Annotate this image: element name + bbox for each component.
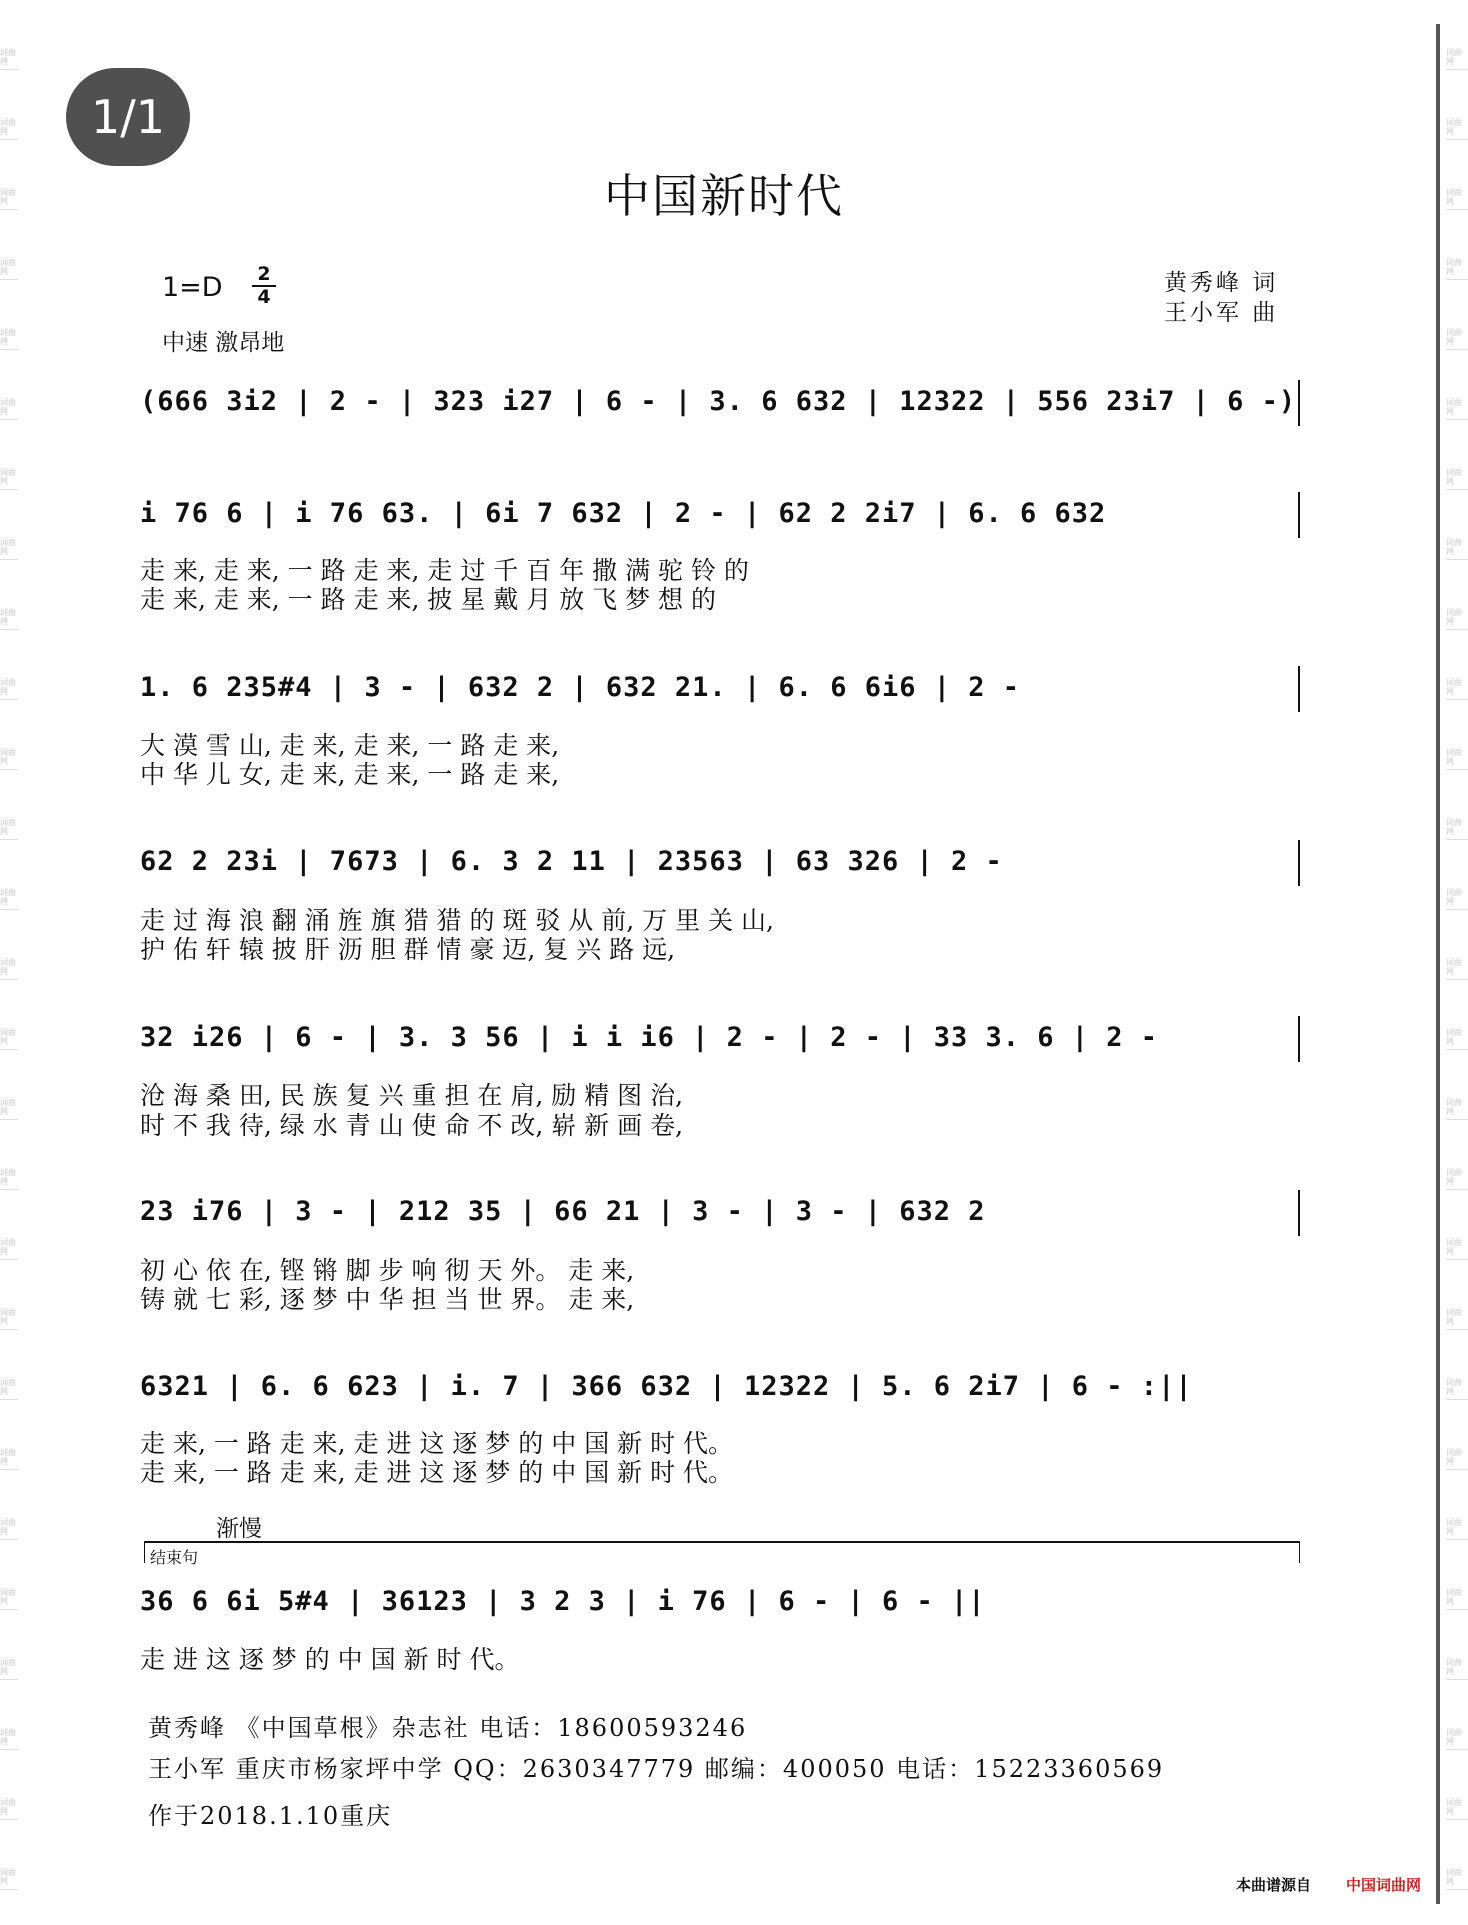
watermark-mark: 词曲网 bbox=[0, 140, 18, 210]
barline bbox=[1298, 492, 1300, 538]
watermark-mark: 词曲网 bbox=[0, 770, 18, 840]
barline bbox=[1298, 1016, 1300, 1062]
watermark-strip-left bbox=[0, 0, 18, 1925]
watermark-mark: 词曲网 bbox=[0, 1750, 18, 1820]
watermark-mark: 词曲网 bbox=[0, 1820, 18, 1890]
watermark-mark: 词曲网 bbox=[1446, 1540, 1468, 1610]
lyric-line-ending: 走 进 这 逐 梦 的 中 国 新 时 代。 bbox=[140, 1645, 520, 1674]
key-signature: 1=D bbox=[162, 272, 223, 303]
watermark-mark: 词曲网 bbox=[0, 1260, 18, 1330]
watermark-mark: 词曲网 bbox=[0, 700, 18, 770]
watermark-strip-right bbox=[1446, 0, 1468, 1925]
watermark-mark: 词曲网 bbox=[0, 1680, 18, 1750]
watermark-mark: 词曲网 bbox=[1446, 140, 1468, 210]
watermark-mark: 词曲网 bbox=[0, 1470, 18, 1540]
lyric-line-verse2: 走 来, 一 路 走 来, 走 进 这 逐 梦 的 中 国 新 时 代。 bbox=[140, 1458, 734, 1487]
notation-text: i 76 6 | i 76 63. | 6i 7 632 | 2 - | 62 2 2i7 | 6. 6 632 bbox=[140, 498, 1107, 529]
watermark-mark: 词曲网 bbox=[1446, 1820, 1468, 1890]
watermark-mark: 词曲网 bbox=[0, 1190, 18, 1260]
watermark-mark: 词曲网 bbox=[0, 0, 18, 70]
watermark-mark: 词曲网 bbox=[1446, 560, 1468, 630]
lyric-line-verse1: 沧 海 桑 田, 民 族 复 兴 重 担 在 肩, 励 精 图 治, bbox=[140, 1081, 684, 1110]
footer-site-link[interactable]: 中国词曲网 bbox=[1346, 1876, 1422, 1894]
watermark-mark: 词曲网 bbox=[1446, 210, 1468, 280]
notation-text: (666 3i2 | 2 - | 323 i27 | 6 - | 3. 6 632 | 12322 | 556 23i7 | 6 -) bbox=[140, 386, 1297, 417]
barline bbox=[1298, 840, 1300, 886]
watermark-mark: 词曲网 bbox=[0, 1050, 18, 1120]
watermark-mark: 词曲网 bbox=[0, 490, 18, 560]
notation-row-5 bbox=[140, 1022, 1300, 1072]
watermark-mark: 词曲网 bbox=[0, 1610, 18, 1680]
watermark-mark: 词曲网 bbox=[1446, 1260, 1468, 1330]
notation-row-4 bbox=[140, 846, 1300, 896]
watermark-mark: 词曲网 bbox=[0, 630, 18, 700]
info-line-composer: 王小军 重庆市杨家坪中学 QQ：2630347779 邮编：400050 电话：15223360569 bbox=[148, 1755, 1165, 1783]
notation-text: 62 2 23i | 7673 | 6. 3 2 11 | 23563 | 63 326 | 2 - bbox=[140, 846, 1003, 877]
watermark-mark: 词曲网 bbox=[1446, 1050, 1468, 1120]
watermark-mark: 词曲网 bbox=[1446, 1120, 1468, 1190]
notation-row-6 bbox=[140, 1196, 1300, 1246]
info-line-date: 作于2018.1.10重庆 bbox=[148, 1802, 393, 1830]
watermark-mark: 词曲网 bbox=[0, 1540, 18, 1610]
watermark-mark: 词曲网 bbox=[1446, 1610, 1468, 1680]
watermark-mark: 词曲网 bbox=[1446, 910, 1468, 980]
notation-text: 32 i26 | 6 - | 3. 3 56 | i i i6 | 2 - | 2 - | 33 3. 6 | 2 - bbox=[140, 1022, 1159, 1053]
watermark-mark: 词曲网 bbox=[1446, 420, 1468, 490]
composer-credit: 王小军 曲 bbox=[1164, 300, 1279, 326]
lyric-line-verse2: 中 华 儿 女, 走 来, 走 来, 一 路 走 来, bbox=[140, 760, 560, 789]
lyric-line-verse2: 时 不 我 待, 绿 水 青 山 使 命 不 改, 崭 新 画 卷, bbox=[140, 1111, 684, 1140]
lyric-line-verse2: 护 佑 轩 辕 披 肝 沥 胆 群 情 豪 迈, 复 兴 路 远, bbox=[140, 935, 676, 964]
watermark-mark: 词曲网 bbox=[1446, 0, 1468, 70]
lyric-line-verse1: 走 来, 一 路 走 来, 走 进 这 逐 梦 的 中 国 新 时 代。 bbox=[140, 1429, 734, 1458]
watermark-mark: 词曲网 bbox=[1446, 350, 1468, 420]
watermark-mark: 词曲网 bbox=[0, 420, 18, 490]
score-title: 中国新时代 bbox=[604, 169, 844, 223]
lyric-line-verse1: 走 来, 走 来, 一 路 走 来, 走 过 千 百 年 撒 满 驼 铃 的 bbox=[140, 556, 749, 585]
watermark-mark: 词曲网 bbox=[0, 1400, 18, 1470]
notation-row-2 bbox=[140, 498, 1300, 548]
notation-text: 23 i76 | 3 - | 212 35 | 66 21 | 3 - | 3 - | 632 2 bbox=[140, 1196, 986, 1227]
watermark-mark: 词曲网 bbox=[1446, 840, 1468, 910]
lyric-line-verse2: 铸 就 七 彩, 逐 梦 中 华 担 当 世 界。 走 来, bbox=[140, 1285, 635, 1314]
watermark-mark: 词曲网 bbox=[1446, 630, 1468, 700]
page-indicator-badge[interactable]: 1/1 bbox=[66, 68, 190, 166]
time-signature-top: 2 bbox=[252, 264, 276, 287]
tempo-marking: 中速 激昂地 bbox=[162, 330, 285, 356]
notation-text: 6321 | 6. 6 623 | i. 7 | 366 632 | 12322 | 5. 6 2i7 | 6 - :|| bbox=[140, 1371, 1193, 1402]
watermark-mark: 词曲网 bbox=[0, 980, 18, 1050]
barline bbox=[1298, 666, 1300, 712]
watermark-mark: 词曲网 bbox=[1446, 280, 1468, 350]
watermark-mark: 词曲网 bbox=[1446, 1750, 1468, 1820]
lyricist-credit: 黄秀峰 词 bbox=[1164, 270, 1279, 296]
watermark-mark: 词曲网 bbox=[1446, 70, 1468, 140]
watermark-mark: 词曲网 bbox=[1446, 1470, 1468, 1540]
watermark-mark: 词曲网 bbox=[1446, 980, 1468, 1050]
watermark-mark: 词曲网 bbox=[1446, 1400, 1468, 1470]
watermark-mark: 词曲网 bbox=[1446, 1330, 1468, 1400]
watermark-mark: 词曲网 bbox=[1446, 1680, 1468, 1750]
watermark-mark: 词曲网 bbox=[0, 70, 18, 140]
footer-source-label: 本曲谱源自 bbox=[1236, 1876, 1312, 1894]
watermark-mark: 词曲网 bbox=[0, 840, 18, 910]
notation-row-intro bbox=[140, 386, 1300, 436]
barline bbox=[1298, 1190, 1300, 1236]
ending-bracket bbox=[144, 1541, 1300, 1563]
notation-row-3 bbox=[140, 672, 1300, 722]
info-line-lyricist: 黄秀峰 《中国草根》杂志社 电话：18600593246 bbox=[148, 1714, 748, 1742]
watermark-mark: 词曲网 bbox=[1446, 700, 1468, 770]
watermark-mark: 词曲网 bbox=[1446, 770, 1468, 840]
watermark-mark: 词曲网 bbox=[0, 1120, 18, 1190]
watermark-mark: 词曲网 bbox=[0, 910, 18, 980]
barline bbox=[1298, 380, 1300, 426]
watermark-mark: 词曲网 bbox=[1446, 490, 1468, 560]
watermark-mark: 词曲网 bbox=[0, 1330, 18, 1400]
watermark-mark: 词曲网 bbox=[0, 560, 18, 630]
page-edge-rule bbox=[1436, 24, 1440, 1904]
notation-row-7 bbox=[140, 1371, 1300, 1421]
gradual-marking: 渐慢 bbox=[216, 1516, 262, 1542]
notation-text: 36 6 6i 5#4 | 36123 | 3 2 3 | i 76 | 6 - | 6 - || bbox=[140, 1586, 986, 1617]
ending-label: 结束句 bbox=[150, 1548, 199, 1567]
watermark-mark: 词曲网 bbox=[0, 210, 18, 280]
watermark-mark: 词曲网 bbox=[1446, 1190, 1468, 1260]
lyric-line-verse1: 走 过 海 浪 翻 涌 旌 旗 猎 猎 的 斑 驳 从 前, 万 里 关 山, bbox=[140, 906, 774, 935]
time-signature bbox=[252, 264, 276, 308]
watermark-mark: 词曲网 bbox=[0, 350, 18, 420]
notation-row-ending bbox=[140, 1586, 1300, 1636]
notation-text: 1. 6 235#4 | 3 - | 632 2 | 632 21. | 6. 6 6i6 | 2 - bbox=[140, 672, 1021, 703]
lyric-line-verse1: 初 心 依 在, 铿 锵 脚 步 响 彻 天 外。 走 来, bbox=[140, 1256, 635, 1285]
lyric-line-verse1: 大 漠 雪 山, 走 来, 走 来, 一 路 走 来, bbox=[140, 731, 560, 760]
watermark-mark: 词曲网 bbox=[0, 280, 18, 350]
time-signature-bottom: 4 bbox=[257, 286, 271, 308]
lyric-line-verse2: 走 来, 走 来, 一 路 走 来, 披 星 戴 月 放 飞 梦 想 的 bbox=[140, 585, 716, 614]
